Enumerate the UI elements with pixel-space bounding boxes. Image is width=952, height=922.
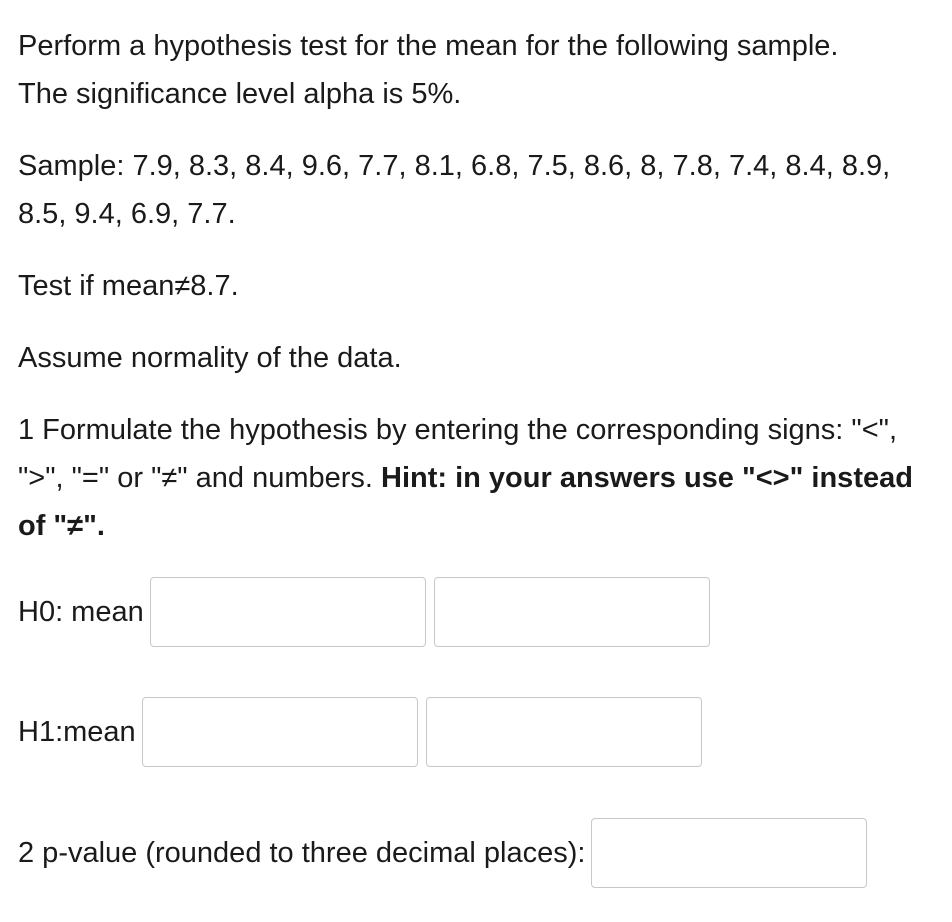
intro-paragraph [18,22,938,118]
neq-symbol: ≠ [174,270,191,302]
formulate-paragraph [18,406,938,550]
intro-line-2: The significance level alpha is 5%. [18,78,462,110]
test-value: 8.7. [190,270,239,302]
pvalue-row [18,818,875,888]
h0-label: H0: mean [18,596,144,628]
question-text [18,22,938,550]
assumption-paragraph: Assume normality of the data. [18,342,402,374]
h0-row [18,577,718,647]
sample-line-2: 8.5, 9.4, 6.9, 7.7. [18,198,236,230]
pvalue-label: 2 p-value (rounded to three decimal places): [18,837,586,869]
intro-line-1: Perform a hypothesis test for the mean for the following sample. [18,30,839,62]
h1-number-input[interactable] [426,697,702,767]
h0-sign-input[interactable] [150,577,426,647]
formulate-text: 1 Formulate the hypothesis by entering the corresponding signs: "<", ">", "=" or "≠" and numbers. [18,414,898,494]
h1-sign-input[interactable] [142,697,418,767]
test-prefix: Test if mean [18,270,175,302]
sample-line-1: Sample: 7.9, 8.3, 8.4, 9.6, 7.7, 8.1, 6.8, 7.5, 8.6, 8, 7.8, 7.4, 8.4, 8.9, [18,150,891,182]
hint-text: Hint: in your answers use "<>" instead of "≠". [18,462,913,542]
test-paragraph [18,262,938,310]
pvalue-input[interactable] [591,818,867,888]
h0-number-input[interactable] [434,577,710,647]
h1-label: H1:mean [18,716,136,748]
h1-row [18,697,710,767]
sample-paragraph [18,142,938,238]
